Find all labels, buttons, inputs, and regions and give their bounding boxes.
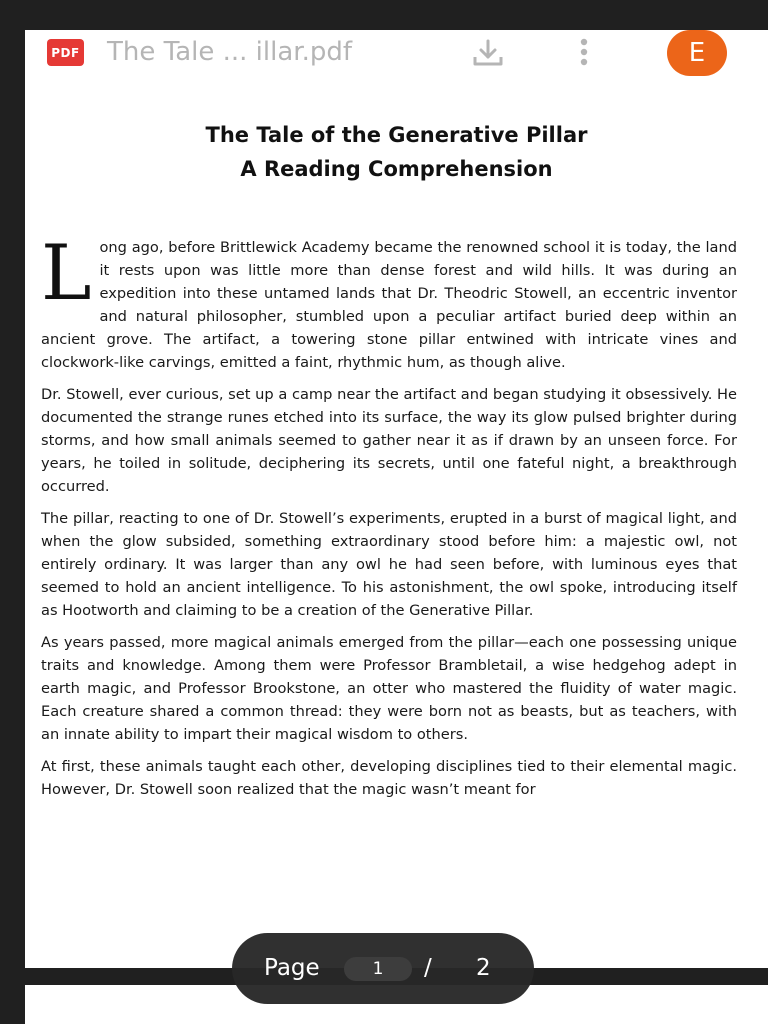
more-vertical-icon[interactable] [578,38,590,68]
paragraph-1-text: ong ago, before Brittlewick Academy became the renowned school it is today, the land it rests upon was little more than dense forest and wild hills. It was during an expedition into these untamed lands that Dr. Theodric Stowell, an eccentric inventor and natural philosopher, stumbled upon a peculiar artifact buried deep within an ancient grove. The artifact, a towering stone pillar entwined with intricate vines and clockwork-like carvings, emitted a faint, rhythmic hum, as though alive. [41,239,737,371]
paragraph-3: The pillar, reacting to one of Dr. Stowell’s experiments, erupted in a burst of magical light, and when the glow subsided, something extraordinary stood before him: a majestic owl, not entirely ordinary. It was larger than any owl he had seen before, with luminous eyes that seemed to hold an ancient intelligence. To his astonishment, the owl spoke, introducing itself as Hootworth and claiming to be a creation of the Generative Pillar. [41,510,737,619]
page-navigator[interactable] [232,933,534,1004]
pdf-file-icon: PDF [47,39,84,66]
paragraph-2: Dr. Stowell, ever curious, set up a camp near the artifact and began studying it obsessively. He documented the strange runes etched into its surface, the way its glow pulsed brighter during storms, and how small animals seemed to gather near it as if drawn by an unseen force. For years, he toiled in solitude, deciphering its secrets, until one fateful night, a breakthrough occurred. [41,386,737,495]
page-label: Page [264,955,320,981]
title-line-1: The Tale of the Generative Pillar [205,123,588,147]
top-bar [0,0,768,30]
document-body [41,228,737,810]
paragraph-1 [41,228,737,374]
page-separator: / [424,955,432,981]
paragraph-4: As years passed, more magical animals emerged from the pillar—each one possessing unique traits and knowledge. Among them were Professor Brambletail, a wise hedgehog adept in earth magic, and Professor Brookstone, an otter who mastered the fluidity of water magic. Each creature shared a common thread: they were born not as beasts, but as teachers, with an innate ability to impart their magical wisdom to others. [41,634,737,743]
current-page-input[interactable]: 1 [344,957,412,981]
title-line-2: A Reading Comprehension [240,157,553,181]
download-icon[interactable] [471,38,505,68]
document-title [25,118,768,186]
total-pages: 2 [476,955,491,981]
account-avatar[interactable]: E [667,30,727,76]
pdf-page-1[interactable] [25,30,768,968]
viewer-toolbar [25,30,768,75]
file-name: The Tale ... illar.pdf [107,37,353,67]
paragraph-5: At first, these animals taught each other, developing disciplines tied to their elemental magic. However, Dr. Stowell soon realized that the magic wasn’t meant for [41,758,737,798]
drop-cap: L [41,228,92,317]
